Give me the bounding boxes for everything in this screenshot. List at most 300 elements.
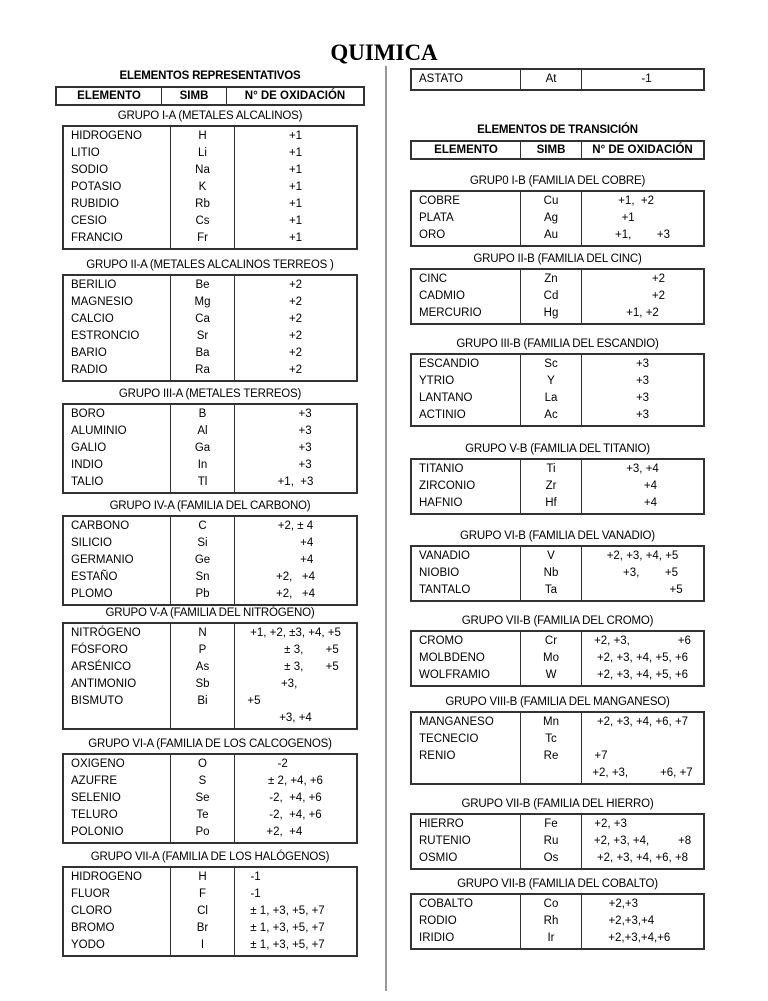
element-symbol: Cs	[195, 215, 210, 227]
element-symbol: Cl	[197, 905, 208, 917]
element-symbol: Po	[195, 826, 210, 838]
element-table	[62, 274, 358, 382]
oxidation-states: +3, +4	[279, 712, 312, 724]
element-symbol: Hg	[543, 307, 559, 319]
element-group	[410, 695, 705, 785]
element-group	[62, 109, 358, 250]
element-symbol: Si	[197, 537, 208, 549]
oxidation-states: +3,	[280, 678, 311, 690]
element-symbol	[171, 710, 234, 727]
oxidation-states-column	[582, 895, 703, 948]
element-symbol: Cd	[543, 290, 559, 302]
element-symbol: As	[195, 661, 210, 673]
element-name: BROMO	[71, 922, 115, 934]
element-symbol: O	[198, 758, 207, 770]
oxidation-states: ± 2, +4, +6	[268, 775, 323, 787]
page-title: QUIMICA	[330, 40, 438, 65]
oxidation-states: +1	[288, 130, 303, 142]
element-table	[62, 403, 358, 494]
oxidation-states-column	[235, 868, 356, 955]
element-symbol: Al	[197, 425, 208, 437]
group-title: GRUPO VII-B (FAMILIA DEL COBALTO)	[457, 878, 658, 890]
oxidation-states: +1	[621, 212, 664, 224]
element-symbol: Ga	[194, 442, 211, 454]
element-table	[62, 753, 358, 844]
element-name: YTRIO	[419, 375, 455, 387]
element-symbol: S	[198, 775, 207, 787]
oxidation-states-column	[235, 276, 356, 380]
element-name-column	[64, 517, 171, 604]
element-symbol: Ta	[544, 584, 558, 596]
element-table	[410, 68, 705, 91]
element-name-column	[412, 70, 521, 89]
element-symbol: Fr	[197, 232, 208, 244]
element-symbol: Mo	[543, 652, 559, 664]
element-symbol: H	[198, 130, 207, 142]
oxidation-states: +2,+3,+4	[608, 915, 677, 927]
element-name: CLORO	[71, 905, 112, 917]
oxidation-states-column	[582, 632, 703, 685]
element-group	[410, 797, 705, 870]
element-symbol: Be	[195, 279, 210, 291]
element-symbol: B	[198, 408, 207, 420]
element-name-column	[64, 868, 171, 955]
element-name	[412, 765, 520, 782]
element-symbol-column	[521, 547, 582, 600]
element-symbol: Ti	[546, 463, 556, 475]
element-name: ESCANDIO	[419, 358, 480, 370]
oxidation-states: +7	[594, 750, 691, 762]
element-symbol-column	[521, 355, 582, 425]
oxidation-states	[582, 731, 703, 748]
element-symbol: Te	[196, 809, 209, 821]
element-name: MAGNESIO	[71, 296, 133, 308]
element-name: SELENIO	[71, 792, 121, 804]
element-symbol: H	[198, 871, 207, 883]
header-simb: SIMB	[521, 142, 582, 158]
element-name: RUBIDIO	[71, 198, 119, 210]
oxidation-states: +2, +4	[275, 588, 315, 600]
element-name: TELURO	[71, 809, 118, 821]
oxidation-states: +4	[277, 537, 314, 549]
oxidation-states: +1, +3	[615, 229, 670, 241]
oxidation-states: +4	[277, 554, 314, 566]
oxidation-states: +1, +3	[277, 476, 314, 488]
group-title: GRUPO VI-A (FAMILIA DE LOS CALCOGENOS)	[88, 738, 332, 750]
oxidation-states: +2, +3, +4, +5, +6	[596, 669, 689, 681]
element-name: NITRÓGENO	[71, 627, 141, 639]
element-symbol: Cu	[543, 195, 559, 207]
element-group	[62, 850, 358, 957]
oxidation-states: +1, +2	[618, 195, 667, 207]
oxidation-states: +3	[279, 459, 312, 471]
element-symbol: Na	[195, 164, 210, 176]
element-name: VANADIO	[419, 550, 470, 562]
element-name-column	[64, 624, 171, 728]
element-group	[410, 614, 705, 687]
group-title: GRUPO III-B (FAMILIA DEL ESCANDIO)	[456, 338, 659, 350]
oxidation-states: +1, +2, ±3, +4, +5	[250, 627, 341, 639]
oxidation-states: +2	[288, 296, 303, 308]
group-title: GRUPO II-B (FAMILIA DEL CINC)	[473, 253, 642, 265]
oxidation-states: +2,+3	[608, 898, 677, 910]
element-group	[62, 737, 358, 844]
oxidation-states: +2, +4	[275, 571, 315, 583]
element-name: ALUMINIO	[71, 425, 127, 437]
element-symbol: Zn	[544, 273, 558, 285]
oxidation-states: +2,+3,+4,+6	[608, 932, 677, 944]
oxidation-states: +2, ± 4	[277, 520, 314, 532]
element-group	[62, 387, 358, 494]
oxidation-states: +2	[288, 347, 303, 359]
element-symbol: Co	[543, 898, 559, 910]
element-table	[410, 630, 705, 687]
element-group	[410, 337, 705, 427]
element-symbol-column	[171, 276, 235, 380]
element-group	[62, 499, 358, 606]
header-oxidacion: N° DE OXIDACIÓN	[244, 90, 346, 102]
oxidation-states: +3	[279, 425, 312, 437]
element-symbol: Fe	[544, 818, 558, 830]
oxidation-states: +3	[279, 408, 312, 420]
element-symbol: Rb	[195, 198, 210, 210]
element-name: BARIO	[71, 347, 107, 359]
column-divider	[385, 66, 387, 991]
element-name-column	[412, 270, 521, 323]
oxidation-states: +3	[635, 375, 650, 387]
group-title: GRUPO V-A (FAMILIA DEL NITRÓGENO)	[105, 607, 315, 619]
oxidation-states: +2, +3, +4, +6, +7	[596, 716, 689, 728]
element-symbol: Cr	[544, 635, 558, 647]
representativos-title: ELEMENTOS REPRESENTATIVOS	[119, 70, 301, 82]
element-name: ZIRCONIO	[419, 480, 476, 492]
element-symbol: W	[545, 669, 557, 681]
element-name: ACTINIO	[419, 409, 466, 421]
element-name-column	[412, 460, 521, 513]
oxidation-states: +3, +5	[607, 567, 678, 579]
group-title: GRUPO VI-B (FAMILIA DEL VANADIO)	[460, 530, 655, 542]
element-name: BORO	[71, 408, 105, 420]
element-symbol: Ba	[195, 347, 210, 359]
element-table	[410, 545, 705, 602]
element-symbol: Mg	[194, 296, 211, 308]
oxidation-states: +3	[279, 442, 312, 454]
element-table	[62, 125, 358, 250]
oxidation-states: +2, +3, +4, +6, +8	[596, 852, 689, 864]
element-symbol-column	[521, 192, 582, 245]
oxidation-states: +2	[288, 279, 303, 291]
element-name: ASTATO	[419, 73, 464, 85]
oxidation-states: +1	[288, 232, 303, 244]
element-name: CESIO	[71, 215, 107, 227]
element-name: HAFNIO	[419, 497, 463, 509]
element-symbol: La	[544, 392, 558, 404]
representativos-header	[55, 86, 365, 106]
element-symbol: Sb	[195, 678, 210, 690]
element-name: BERILIO	[71, 279, 117, 291]
element-symbol: Bi	[197, 695, 208, 707]
oxidation-states: +5	[602, 584, 683, 596]
element-symbol: I	[200, 939, 205, 951]
element-group	[62, 606, 358, 730]
element-symbol-column	[521, 713, 582, 783]
element-symbol-column	[171, 624, 235, 728]
element-symbol: C	[198, 520, 207, 532]
element-name: PLATA	[419, 212, 454, 224]
element-symbol: Sn	[195, 571, 210, 583]
element-name: RUTENIO	[419, 835, 471, 847]
element-name-column	[412, 815, 521, 868]
element-name: OSMIO	[419, 852, 458, 864]
element-symbol: Ru	[543, 835, 559, 847]
element-name: CALCIO	[71, 313, 114, 325]
element-symbol: Ir	[547, 932, 555, 944]
element-name: ANTIMONIO	[71, 678, 137, 690]
element-name: GALIO	[71, 442, 107, 454]
element-symbol: Zr	[545, 480, 557, 492]
oxidation-states-column	[235, 624, 356, 728]
element-name-column	[412, 713, 521, 783]
element-group	[62, 258, 358, 382]
oxidation-states: +3	[635, 392, 650, 404]
element-name: FLUOR	[71, 888, 110, 900]
element-table	[410, 268, 705, 325]
group-title: GRUPO III-A (METALES TERREOS)	[118, 388, 302, 400]
element-name: RENIO	[419, 750, 456, 762]
element-name	[64, 710, 170, 727]
oxidation-states: +3, +4	[626, 463, 659, 475]
element-symbol: K	[198, 181, 207, 193]
element-name: PLOMO	[71, 588, 113, 600]
oxidation-states-column	[235, 517, 356, 604]
oxidation-states-column	[582, 547, 703, 600]
oxidation-states: +2, +3, +6	[594, 635, 691, 647]
oxidation-states-column	[582, 460, 703, 513]
element-symbol: V	[547, 550, 555, 562]
element-symbol: Br	[196, 922, 209, 934]
element-symbol-column	[171, 755, 235, 842]
element-name: FÓSFORO	[71, 644, 128, 656]
header-elemento: ELEMENTO	[57, 88, 162, 104]
oxidation-states: +2	[288, 364, 303, 376]
oxidation-states: +1, +2	[626, 307, 659, 319]
element-name: HIERRO	[419, 818, 464, 830]
element-name: POLONIO	[71, 826, 124, 838]
element-name: AZUFRE	[71, 775, 117, 787]
element-name: RODIO	[419, 915, 457, 927]
element-name: SODIO	[71, 164, 109, 176]
element-name: YODO	[71, 939, 105, 951]
group-title: GRUPO VII-B (FAMILIA DEL HIERRO)	[461, 798, 654, 810]
element-name: CINC	[419, 273, 448, 285]
element-name: HIDROGENO	[71, 871, 142, 883]
element-name: TALIO	[71, 476, 104, 488]
element-name: ESTRONCIO	[71, 330, 140, 342]
element-symbol: In	[197, 459, 208, 471]
group-title: GRUPO V-B (FAMILIA DEL TITANIO)	[465, 443, 650, 455]
oxidation-states: +2	[288, 313, 303, 325]
group-title: GRUPO VII-B (FAMILIA DEL CROMO)	[461, 615, 654, 627]
oxidation-states: +1	[288, 181, 303, 193]
element-name: COBALTO	[419, 898, 473, 910]
element-symbol-column	[171, 405, 235, 492]
element-group	[410, 174, 705, 247]
element-symbol: Ra	[195, 364, 210, 376]
element-name: ORO	[419, 229, 446, 241]
element-symbol: Au	[543, 229, 559, 241]
element-symbol: Y	[547, 375, 555, 387]
oxidation-states: +2	[288, 330, 303, 342]
element-symbol: Mn	[543, 716, 559, 728]
element-symbol: Os	[543, 852, 559, 864]
element-name: FRANCIO	[71, 232, 123, 244]
element-name: RADIO	[71, 364, 108, 376]
element-symbol-column	[171, 868, 235, 955]
element-group	[410, 877, 705, 950]
element-name: IRIDIO	[419, 932, 455, 944]
group-title: GRUPO VIII-B (FAMILIA DEL MANGANESO)	[445, 696, 670, 708]
element-name: WOLFRAMIO	[419, 669, 490, 681]
oxidation-states: +3	[635, 358, 650, 370]
element-name: MOLBDENO	[419, 652, 485, 664]
element-table	[62, 515, 358, 606]
element-name: CROMO	[419, 635, 464, 647]
oxidation-states: +2	[619, 290, 666, 302]
element-name-column	[412, 192, 521, 245]
element-symbol-column	[521, 460, 582, 513]
element-group	[410, 529, 705, 602]
oxidation-states: -2, +4, +6	[269, 809, 322, 821]
element-table	[410, 353, 705, 427]
transicion-header	[410, 140, 705, 160]
oxidation-states-column	[582, 815, 703, 868]
element-name-column	[64, 276, 171, 380]
element-name-column	[412, 895, 521, 948]
element-name: SILICIO	[71, 537, 112, 549]
element-table	[410, 893, 705, 950]
oxidation-states: +1	[288, 164, 303, 176]
element-symbol: Sc	[544, 358, 558, 370]
oxidation-states: +2, +4	[266, 826, 325, 838]
element-symbol: Ac	[544, 409, 558, 421]
element-symbol-column	[171, 127, 235, 248]
oxidation-states-column	[235, 127, 356, 248]
oxidation-states: +2, +3, +4, +8	[593, 835, 692, 847]
element-name: BISMUTO	[71, 695, 124, 707]
element-symbol: Li	[198, 147, 207, 159]
oxidation-states: +4	[627, 480, 658, 492]
element-name: LANTANO	[419, 392, 473, 404]
oxidation-states: -1	[250, 888, 341, 900]
oxidation-states: +1	[288, 147, 303, 159]
element-name: TECNECIO	[419, 733, 479, 745]
element-symbol-column	[521, 895, 582, 948]
element-name: ESTAÑO	[71, 571, 118, 583]
oxidation-states: +2, +3, +4, +5, +6	[596, 652, 689, 664]
header-oxidacion: N° DE OXIDACIÓN	[592, 144, 693, 156]
element-symbol-column	[521, 632, 582, 685]
element-name: HIDROGENO	[71, 130, 142, 142]
oxidation-states-column	[582, 355, 703, 425]
oxidation-states: ± 1, +3, +5, +7	[250, 922, 341, 934]
element-name-column	[64, 755, 171, 842]
element-symbol: Sr	[196, 330, 209, 342]
element-symbol: P	[198, 644, 207, 656]
element-name: NIOBIO	[419, 567, 460, 579]
oxidation-states: ± 1, +3, +5, +7	[250, 939, 341, 951]
oxidation-states: ± 3, +5	[252, 661, 339, 673]
element-name: CADMIO	[419, 290, 465, 302]
element-symbol: Tl	[197, 476, 208, 488]
element-symbol: Nb	[543, 567, 559, 579]
group-title: GRUPO IV-A (FAMILIA DEL CARBONO)	[109, 500, 311, 512]
element-name-column	[64, 127, 171, 248]
element-name-column	[412, 355, 521, 425]
element-symbol: Re	[543, 750, 559, 762]
element-name-column	[412, 547, 521, 600]
element-name: TITANIO	[419, 463, 464, 475]
element-symbol: Rh	[543, 915, 559, 927]
element-symbol: Ag	[543, 212, 559, 224]
element-symbol: Hf	[545, 497, 557, 509]
element-name: CARBONO	[71, 520, 130, 532]
oxidation-states: +1	[288, 198, 303, 210]
element-name-column	[412, 632, 521, 685]
element-table	[410, 458, 705, 515]
oxidation-states: -2, +4, +6	[269, 792, 322, 804]
element-group	[410, 252, 705, 325]
element-name: LITIO	[71, 147, 100, 159]
group-title: GRUPO II-A (METALES ALCALINOS TERREOS )	[86, 259, 334, 271]
element-name: COBRE	[419, 195, 460, 207]
oxidation-states: +2, +3, +4, +5	[606, 550, 679, 562]
transicion-title: ELEMENTOS DE TRANSICIÓN	[477, 124, 638, 136]
element-name: GERMANIO	[71, 554, 134, 566]
element-symbol-column	[521, 815, 582, 868]
oxidation-states: +2	[619, 273, 666, 285]
element-symbol-column	[521, 70, 582, 89]
element-symbol: Se	[195, 792, 210, 804]
element-symbol: Ge	[194, 554, 211, 566]
element-name: INDIO	[71, 459, 103, 471]
oxidation-states: +5	[247, 695, 344, 707]
oxidation-states: -1	[641, 73, 652, 85]
oxidation-states-column	[235, 755, 356, 842]
element-name: OXIGENO	[71, 758, 125, 770]
element-name: POTASIO	[71, 181, 122, 193]
element-symbol: Pb	[195, 588, 210, 600]
group-title: GRUP0 I-B (FAMILIA DEL COBRE)	[469, 175, 646, 187]
oxidation-states-column	[582, 192, 703, 245]
oxidation-states-column	[582, 70, 703, 89]
group-title: GRUPO I-A (METALES ALCALINOS)	[117, 110, 303, 122]
element-name-column	[64, 405, 171, 492]
element-name: MERCURIO	[419, 307, 482, 319]
element-symbol	[521, 765, 581, 782]
oxidation-states: -1	[250, 871, 341, 883]
element-symbol-column	[171, 517, 235, 604]
element-table	[410, 813, 705, 870]
element-table	[62, 622, 358, 730]
element-table	[410, 711, 705, 785]
group-title: GRUPO VII-A (FAMILIA DE LOS HALÓGENOS)	[90, 851, 330, 863]
element-table	[62, 866, 358, 957]
element-symbol: At	[545, 73, 557, 85]
oxidation-states-column	[235, 405, 356, 492]
oxidation-states-column	[582, 270, 703, 323]
oxidation-states: +1	[288, 215, 303, 227]
element-symbol-column	[521, 270, 582, 323]
